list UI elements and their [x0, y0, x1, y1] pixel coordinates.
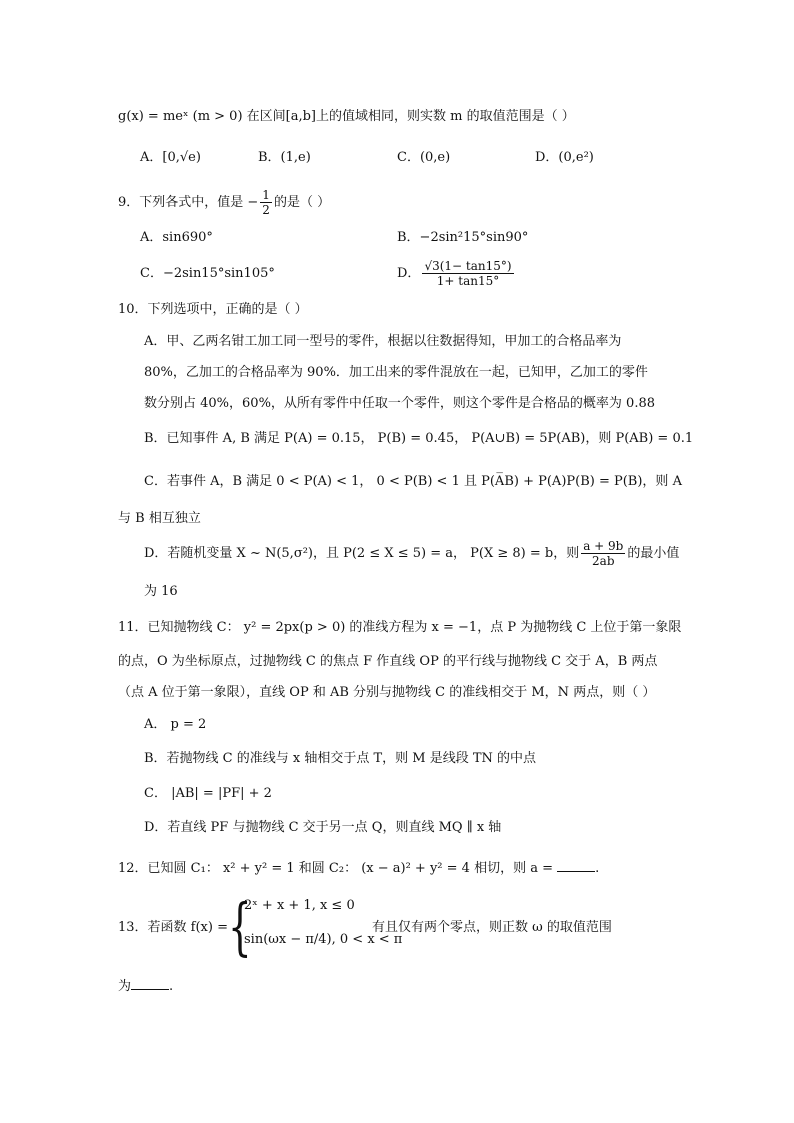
q10-option-c-line1: C．若事件 A，B 满足 0 < P(A) < 1， 0 < P(B) < 1 且 P(A̅B) + P(A)P(B) = P(B)，则 A [144, 474, 682, 489]
q13-brace: { [228, 890, 252, 963]
q11-stem-line3: （点 A 位于第一象限），直线 OP 和 AB 分别与抛物线 C 的准线相交于 M，N 两点，则（ ） [118, 685, 656, 700]
q9-option-d-num: √3(1− tan15°) [424, 259, 512, 273]
q9-stem-suffix: 的是（ ） [273, 195, 331, 210]
q10-option-d-num: a + 9b [583, 539, 624, 553]
q8-option-a: A．[0,√e) [140, 150, 201, 165]
q9-option-d-den: 1+ tan15° [436, 274, 500, 288]
q11-option-a: A． p = 2 [144, 717, 207, 732]
q12-stem [118, 857, 599, 879]
q10-stem: 10．下列选项中，正确的是（ ） [118, 302, 308, 317]
q9-option-c: C．−2sin15°sin105° [140, 266, 275, 281]
q9-option-d-label: D． [397, 266, 421, 281]
q13-prefix: 13．若函数 f(x) = [118, 920, 228, 935]
q13-suffix: 有且仅有两个零点，则正数 ω 的取值范围 [372, 920, 612, 935]
q10-option-b: B．已知事件 A, B 满足 P(A) = 0.15， P(B) = 0.45， P(A∪B) = 5P(AB)，则 P(AB) = 0.1 [144, 431, 694, 446]
q10-option-d-suffix: 的最小值 [627, 546, 680, 561]
q10-option-d-line2: 为 16 [144, 584, 178, 599]
q11-stem-line1: 11．已知抛物线 C： y² = 2px(p > 0) 的准线方程为 x = −1，点 P 为抛物线 C 上位于第一象限 [118, 620, 682, 635]
q13-case1: 2ˣ + x + 1, x ≤ 0 [244, 898, 355, 913]
q12-answer-blank [557, 857, 595, 872]
q10-option-a-line3: 数分别占 40%，60%，从所有零件中任取一个零件，则这个零件是合格品的概率为 0.88 [144, 396, 655, 411]
q10-option-d-fraction [581, 539, 625, 568]
q8-stem-tail: g(x) = meˣ (m > 0) 在区间[a,b]上的值域相同，则实数 m 的取值范围是（ ） [118, 109, 575, 124]
q9-frac-num: 1 [262, 188, 270, 202]
q13-end: . [169, 979, 174, 994]
q13-line2 [118, 975, 173, 997]
q12-end: . [595, 861, 600, 876]
q13-case2: sin(ωx − π/4), 0 < x < π [244, 932, 403, 947]
q10-option-d-den: 2ab [592, 554, 615, 568]
q10-option-d-prefix: D．若随机变量 X ~ N(5,σ²)，且 P(2 ≤ X ≤ 5) = a， P(X ≥ 8) = b，则 [144, 546, 580, 561]
q10-option-a-line1: A．甲、乙两名钳工加工同一型号的零件，根据以往数据得知，甲加工的合格品率为 [144, 334, 622, 349]
q11-option-d: D．若直线 PF 与抛物线 C 交于另一点 Q，则直线 MQ ∥ x 轴 [144, 820, 502, 835]
q9-option-d-fraction [422, 259, 513, 288]
q13-line2-text: 为 [118, 979, 132, 994]
q8-option-d: D．(0,e²) [535, 150, 594, 165]
q11-option-c: C． |AB| = |PF| + 2 [144, 786, 272, 801]
q10-option-a-line2: 80%，乙加工的合格品率为 90%．加工出来的零件混放在一起，已知甲，乙加工的零件 [144, 365, 648, 380]
q10-option-d-line1 [144, 536, 679, 572]
q11-option-b: B．若抛物线 C 的准线与 x 轴相交于点 T，则 M 是线段 TN 的中点 [144, 751, 537, 766]
q9-stem-prefix: 9．下列各式中，值是 − [118, 195, 259, 210]
q10-option-c-line2: 与 B 相互独立 [118, 511, 201, 526]
q9-stem [118, 188, 330, 217]
q9-option-b: B．−2sin²15°sin90° [397, 230, 529, 245]
q8-option-b: B．(1,e) [258, 150, 311, 165]
q9-frac-den: 2 [262, 203, 270, 217]
q12-text: 12．已知圆 C₁： x² + y² = 1 和圆 C₂： (x − a)² + y² = 4 相切，则 a = [118, 861, 553, 876]
q11-stem-line2: 的点，O 为坐标原点，过抛物线 C 的焦点 F 作直线 OP 的平行线与抛物线 C 交于 A，B 两点 [118, 654, 658, 669]
q13-answer-blank [131, 975, 169, 990]
q9-fraction [260, 188, 272, 217]
q9-option-a: A．sin690° [140, 230, 213, 245]
q8-option-c: C．(0,e) [397, 150, 451, 165]
q9-option-d [397, 256, 516, 292]
